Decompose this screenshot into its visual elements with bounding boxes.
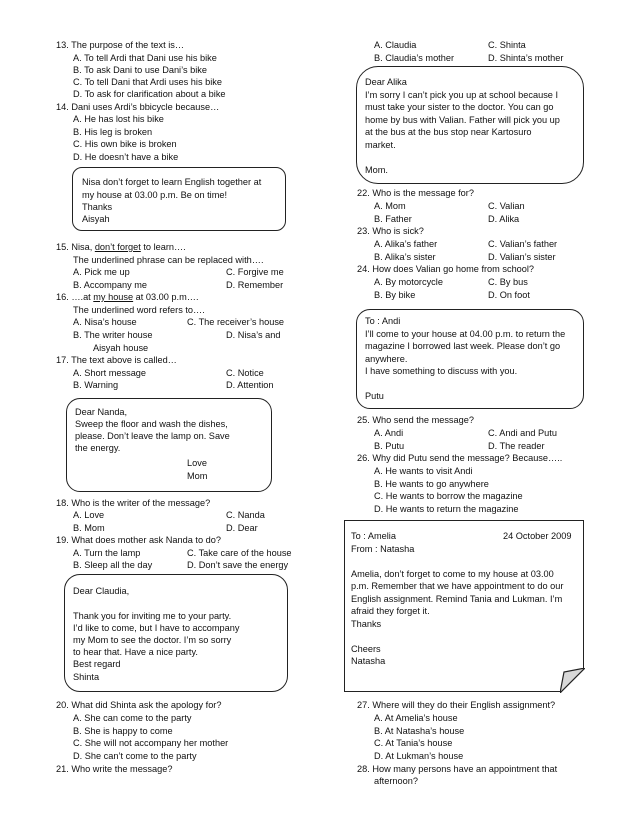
q23-option-c: C. Valian’s father [488, 239, 558, 249]
question-15: 15. Nisa, don’t forget to learn…. [56, 242, 186, 252]
q21-option-c: C. Shinta [488, 40, 526, 50]
question-27: 27. Where will they do their English assignment? [357, 700, 556, 710]
q23-option-a: A. Alika’s father [374, 239, 438, 249]
q20-option-b: B. She is happy to come [73, 726, 173, 736]
note2-line2: Sweep the floor and wash the dishes, [75, 419, 228, 429]
note6-line3: p.m. Remember that we have appointment to do our [351, 581, 564, 591]
q24-option-c: C. By bus [488, 277, 528, 287]
folded-corner-icon [560, 668, 585, 693]
q22-option-b: B. Father [374, 214, 412, 224]
q13-option-c: C. To tell Dani that Ardi uses his bike [73, 77, 222, 87]
message-box-nanda [66, 398, 272, 492]
note3-line6: to hear that. Have a nice party. [73, 647, 198, 657]
note6-line2: Amelia, don’t forget to come to my house at 03.00 [351, 569, 554, 579]
q13-option-d: D. To ask for clarification about a bike [73, 89, 226, 99]
note6-line5: afraid they forget it. [351, 606, 430, 616]
q23-option-b: B. Alika’s sister [374, 252, 436, 262]
question-18: 18. Who is the writer of the message? [56, 498, 211, 508]
note4-line1: Dear Alika [365, 77, 407, 87]
q28-line2: afternoon? [374, 776, 418, 786]
note2-sign1: Love [187, 458, 207, 468]
q21-option-d: D. Shinta’s mother [488, 53, 564, 63]
q22-option-a: A. Mom [374, 201, 406, 211]
q15-option-b: B. Accompany me [73, 280, 148, 290]
question-21: 21. Who write the message? [56, 764, 173, 774]
q16-line2: The underlined word refers to…. [73, 305, 205, 315]
q19-option-a: A. Turn the lamp [73, 548, 141, 558]
q26-option-b: B. He wants to go anywhere [374, 479, 489, 489]
note5-line5: I have something to discuss with you. [365, 366, 518, 376]
q24-option-b: B. By bike [374, 290, 416, 300]
q13-option-b: B. To ask Dani to use Dani’s bike [73, 65, 207, 75]
q16-option-c: C. The receiver’s house [187, 317, 285, 327]
question-26: 26. Why did Putu send the message? Because….. [357, 453, 563, 463]
note4-line4: home by bus with Valian. Father will pick you up [365, 115, 560, 125]
q14-option-c: C. His own bike is broken [73, 139, 177, 149]
note2-sign2: Mom [187, 471, 208, 481]
note4-line3: must take your sister to the doctor. You can go [365, 102, 554, 112]
q18-option-a: A. Love [73, 510, 105, 520]
question-24: 24. How does Valian go home from school? [357, 264, 535, 274]
question-22: 22. Who is the message for? [357, 188, 474, 198]
note5-line1: To : Andi [365, 316, 401, 326]
note1-line2: my house at 03.00 p.m. Be on time! [82, 190, 228, 200]
q19-option-b: B. Sleep all the day [73, 560, 153, 570]
q22-option-c: C. Valian [488, 201, 525, 211]
q26-option-c: C. He wants to borrow the magazine [374, 491, 523, 501]
note6-to: To : Amelia [351, 531, 396, 541]
q21-option-a: A. Claudia [374, 40, 417, 50]
note6-date: 24 October 2009 [503, 531, 572, 541]
q14-option-b: B. His leg is broken [73, 127, 153, 137]
q16-option-a: A. Nisa’s house [73, 317, 137, 327]
q14-option-a: A. He has lost his bike [73, 114, 164, 124]
question-14: 14. Dani uses Ardi’s bbicycle because… [56, 102, 220, 112]
question-19: 19. What does mother ask Nanda to do? [56, 535, 221, 545]
q15-option-d: D. Remember [226, 280, 284, 290]
note3-line3: Thank you for inviting me to your party. [73, 611, 232, 621]
q19-option-c: C. Take care of the house [187, 548, 292, 558]
q27-option-d: D. At Lukman’s house [374, 751, 464, 761]
note5-line4: anywhere. [365, 354, 408, 364]
note6-from: From : Natasha [351, 544, 415, 554]
q21-option-b: B. Claudia’s mother [374, 53, 455, 63]
q15-option-c: C. Forgive me [226, 267, 284, 277]
question-17: 17. The text above is called… [56, 355, 177, 365]
q17-option-d: D. Attention [226, 380, 274, 390]
q25-option-c: C. Andi and Putu [488, 428, 557, 438]
q25-option-b: B. Putu [374, 441, 405, 451]
note1-line3: Thanks [82, 202, 113, 212]
note3-line8: Shinta [73, 672, 100, 682]
note4-line8: Mom. [365, 165, 388, 175]
q26-option-d: D. He wants to return the magazine [374, 504, 519, 514]
q23-option-d: D. Valian’s sister [488, 252, 556, 262]
q18-option-d: D. Dear [226, 523, 258, 533]
q24-option-d: D. On foot [488, 290, 530, 300]
q16-option-b: B. The writer house [73, 330, 153, 340]
q17-option-b: B. Warning [73, 380, 119, 390]
note1-line4: Aisyah [82, 214, 110, 224]
note3-line5: my Mom to see the doctor. I’m so sorry [73, 635, 232, 645]
q20-option-c: C. She will not accompany her mother [73, 738, 229, 748]
message-box-nisa [72, 167, 286, 231]
q26-option-a: A. He wants to visit Andi [374, 466, 473, 476]
question-16: 16. ….at my house at 03.00 p.m…. [56, 292, 199, 302]
message-box-amelia [344, 520, 584, 692]
note3-line7: Best regard [73, 659, 121, 669]
q15-option-a: A. Pick me up [73, 267, 130, 277]
note1-line1: Nisa don’t forget to learn English together at [82, 177, 262, 187]
message-box-alika [356, 66, 584, 184]
q27-option-c: C. At Tania’s house [374, 738, 453, 748]
q15-line2: The underlined phrase can be replaced with…. [73, 255, 264, 265]
question-28: 28. How many persons have an appointment that [357, 764, 558, 774]
q25-option-a: A. Andi [374, 428, 404, 438]
note4-line2: I’m sorry I can’t pick you up at school because I [365, 90, 559, 100]
q25-option-d: D. The reader [488, 441, 545, 451]
note4-line6: market. [365, 140, 396, 150]
note6-line8: Cheers [351, 644, 381, 654]
question-20: 20. What did Shinta ask the apology for? [56, 700, 222, 710]
q16-option-d: D. Nisa’s and [226, 330, 281, 340]
question-25: 25. Who send the message? [357, 415, 474, 425]
note2-line1: Dear Nanda, [75, 407, 128, 417]
question-23: 23. Who is sick? [357, 226, 424, 236]
note6-line9: Natasha [351, 656, 386, 666]
note4-line5: at the bus at the bus stop near Kartosuro [365, 127, 532, 137]
note2-line3: please. Don’t leave the lamp on. Save [75, 431, 230, 441]
q17-option-a: A. Short message [73, 368, 147, 378]
q17-option-c: C. Notice [226, 368, 264, 378]
message-box-andi [356, 309, 584, 409]
note2-line4: the energy. [75, 443, 121, 453]
q19-option-d: D. Don’t save the energy [187, 560, 289, 570]
note5-line2: I’ll come to your house at 04.00 p.m. to return the [365, 329, 566, 339]
q20-option-a: A. She can come to the party [73, 713, 192, 723]
note5-line7: Putu [365, 391, 384, 401]
note3-line4: I’d like to come, but I have to accompany [73, 623, 240, 633]
question-13: 13. The purpose of the text is… [56, 40, 185, 50]
q22-option-d: D. Alika [488, 214, 520, 224]
note6-line4: English assignment. Remind Tania and Lukman. I’m [351, 594, 563, 604]
q20-option-d: D. She can’t come to the party [73, 751, 197, 761]
q14-option-d: D. He doesn’t have a bike [73, 152, 179, 162]
q16-option-b-cont: Aisyah house [93, 343, 149, 353]
q24-option-a: A. By motorcycle [374, 277, 443, 287]
q27-option-a: A. At Amelia’s house [374, 713, 458, 723]
message-box-claudia [64, 574, 288, 692]
note3-line1: Dear Claudia, [73, 586, 130, 596]
q27-option-b: B. At Natasha’s house [374, 726, 465, 736]
q18-option-b: B. Mom [73, 523, 105, 533]
q13-option-a: A. To tell Ardi that Dani use his bike [73, 53, 217, 63]
q18-option-c: C. Nanda [226, 510, 265, 520]
note5-line3: magazine I borrowed last week. Please don’t go [365, 341, 561, 351]
note6-line6: Thanks [351, 619, 382, 629]
